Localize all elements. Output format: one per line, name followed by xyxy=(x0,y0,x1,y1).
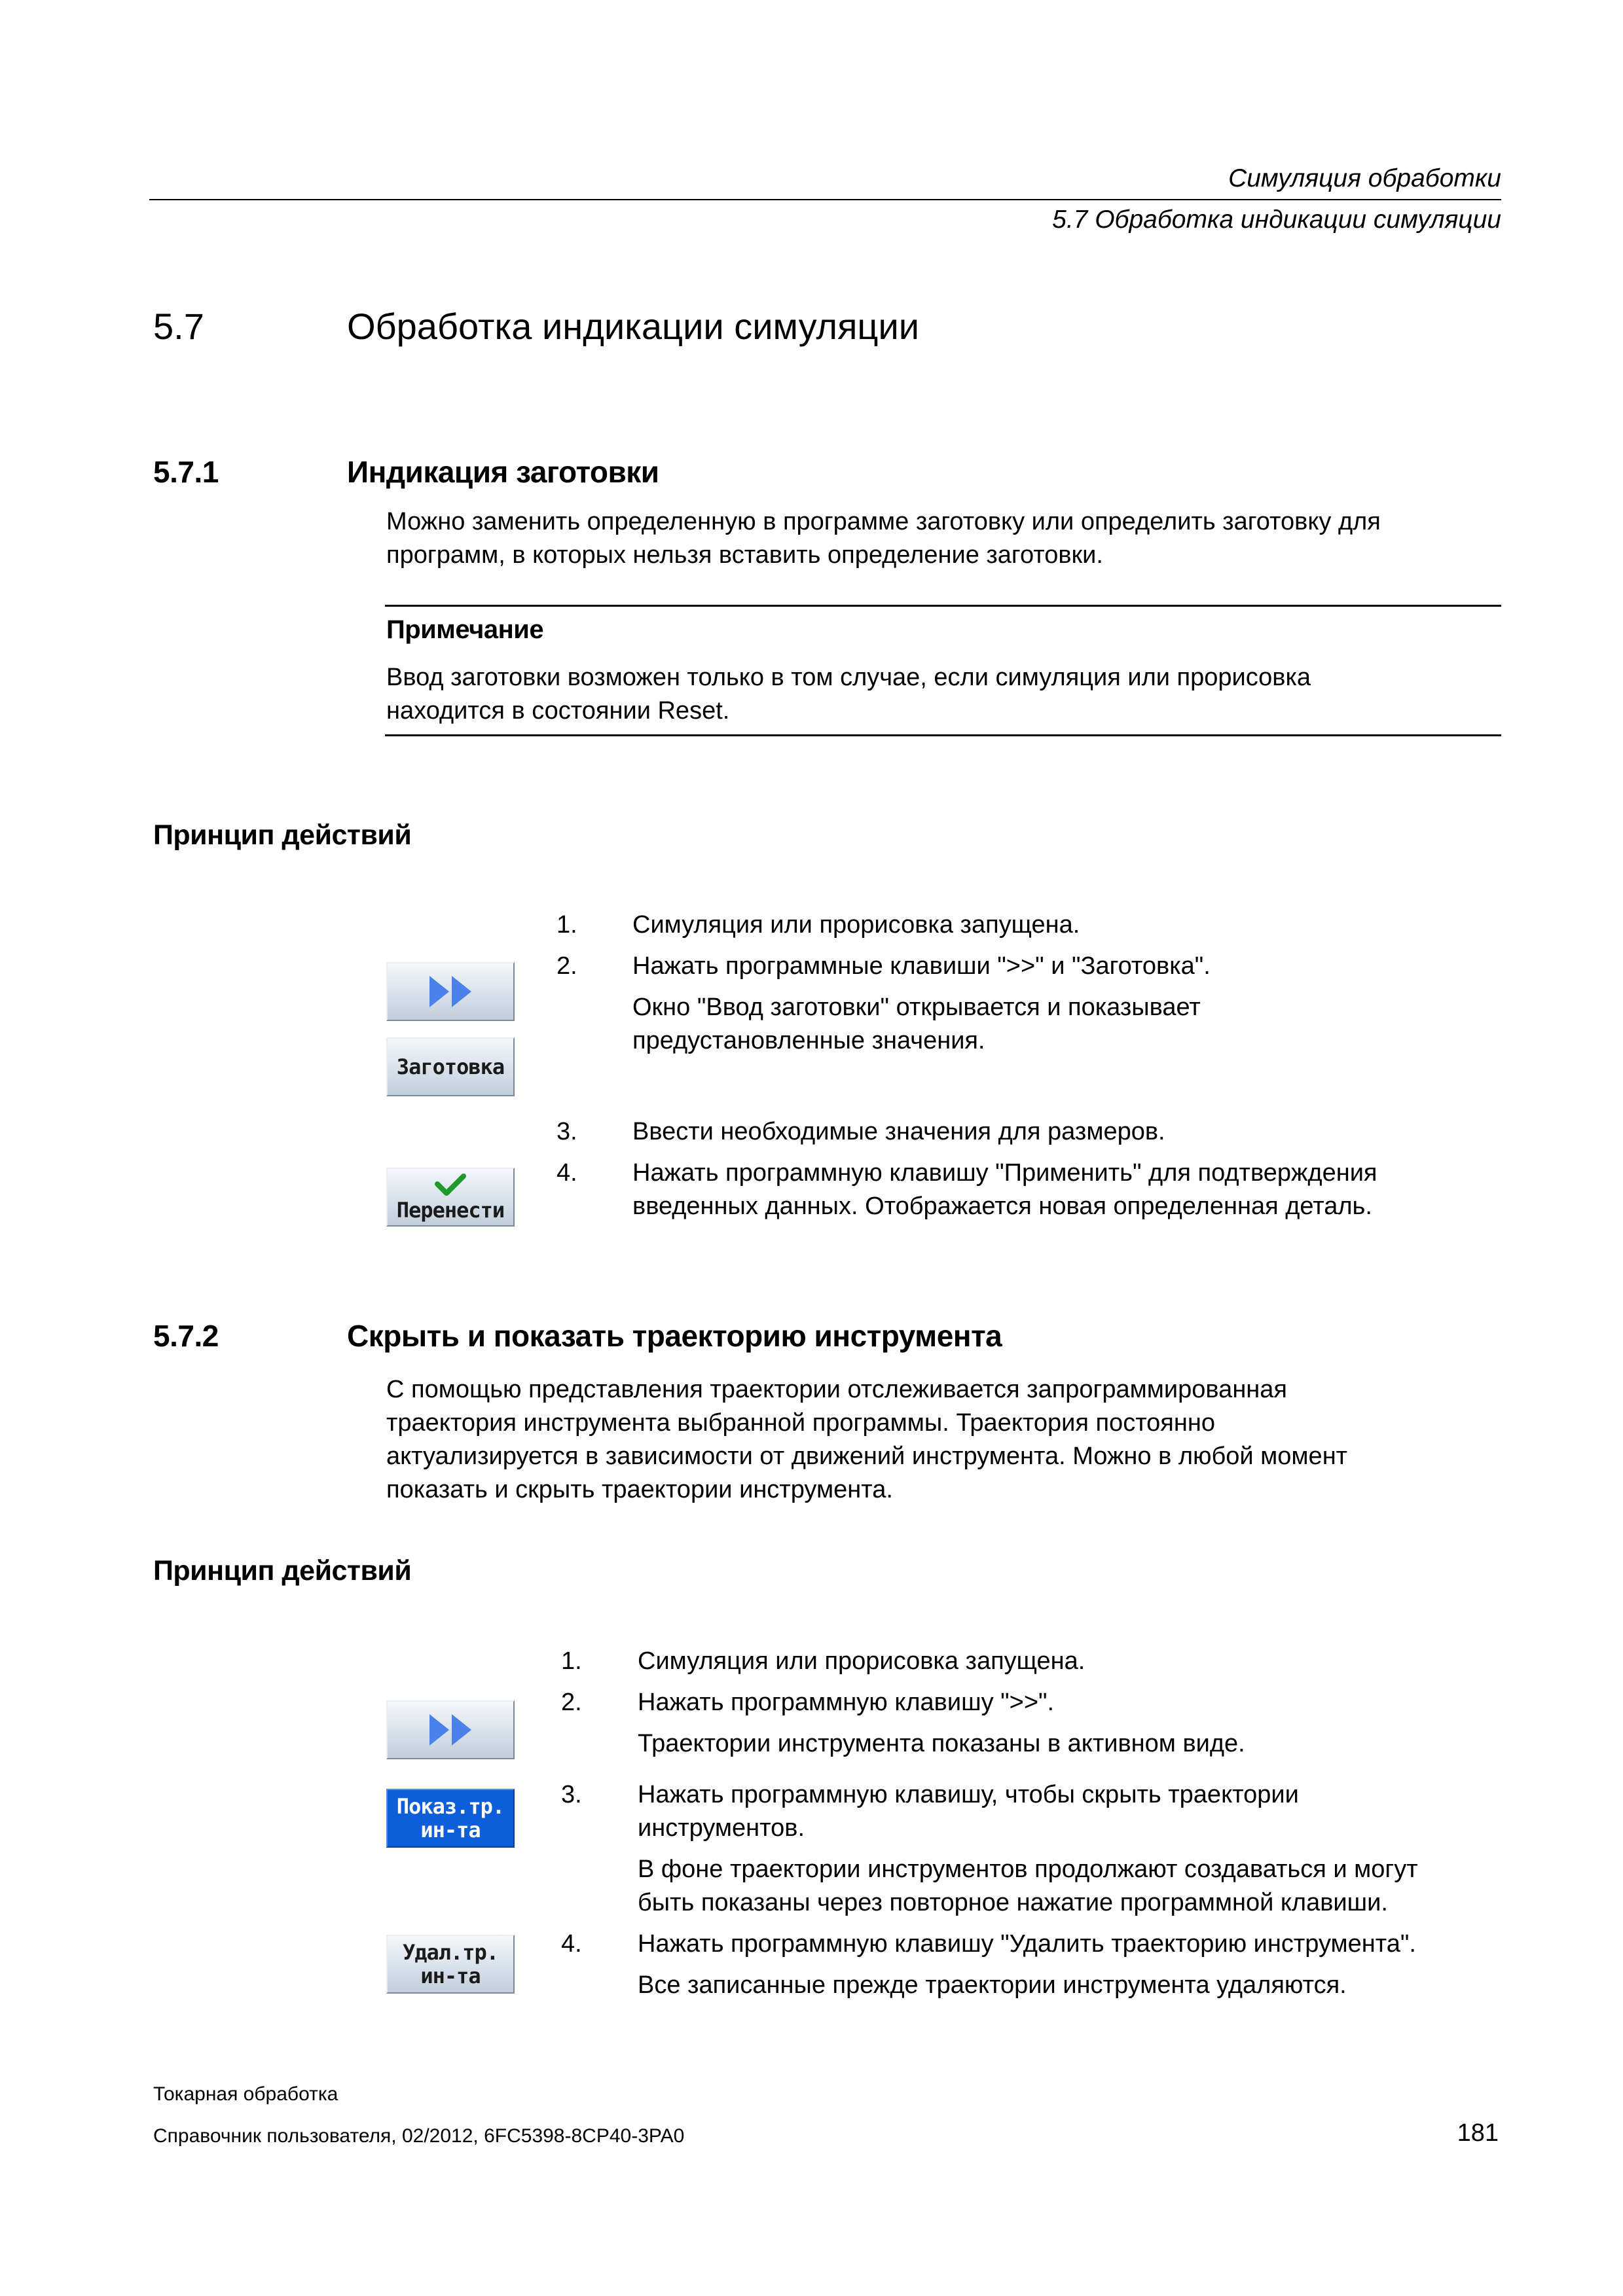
intro-line: С помощью представления траектории отслеживается запрограммированная xyxy=(386,1376,1287,1403)
subsection-number: 5.7.1 xyxy=(153,455,219,489)
delete-tool-path-softkey-button[interactable] xyxy=(386,1935,515,1994)
step-number: 3. xyxy=(556,1118,577,1145)
principle-heading: Принцип действий xyxy=(153,1555,412,1587)
section-number: 5.7 xyxy=(153,306,204,347)
step-number: 1. xyxy=(561,1647,582,1675)
intro-line: актуализируется в зависимости от движений инструмента. Можно в любой момент xyxy=(386,1443,1348,1470)
double-arrow-icon xyxy=(424,1710,477,1749)
softkey-label: ин-та xyxy=(420,1964,481,1988)
principle-heading: Принцип действий xyxy=(153,819,412,851)
note-title: Примечание xyxy=(386,615,544,644)
step-text: Ввести необходимые значения для размеров. xyxy=(632,1118,1165,1145)
step-text: Нажать программную клавишу "Применить" для подтверждения xyxy=(632,1159,1377,1187)
subsection-title: Индикация заготовки xyxy=(347,455,659,489)
show-tool-path-softkey-button[interactable] xyxy=(386,1789,515,1848)
step-text: инструментов. xyxy=(638,1814,805,1842)
step-result: предустановленные значения. xyxy=(632,1027,985,1054)
step-text: Нажать программную клавишу, чтобы скрыть траектории xyxy=(638,1781,1299,1808)
step-text: Нажать программную клавишу ">>". xyxy=(638,1689,1055,1716)
double-arrow-icon xyxy=(424,972,477,1011)
blank-softkey-button[interactable] xyxy=(386,1037,515,1096)
softkey-label: Показ.тр. xyxy=(396,1794,505,1819)
step-result: Все записанные прежде траектории инструмента удаляются. xyxy=(638,1971,1347,1999)
header-rule xyxy=(149,199,1501,200)
note-text-line: Ввод заготовки возможен только в том случае, если симуляция или прорисовка xyxy=(386,664,1311,691)
subsection-number: 5.7.2 xyxy=(153,1319,219,1353)
softkey-label: Удал.тр. xyxy=(402,1940,499,1965)
step-result: Траектории инструмента показаны в активном виде. xyxy=(638,1730,1245,1757)
intro-line: программ, в которых нельзя вставить определение заготовки. xyxy=(386,541,1103,569)
step-result: Окно "Ввод заготовки" открывается и показывает xyxy=(632,994,1201,1021)
softkey-label: ин-та xyxy=(420,1818,481,1842)
section-title: Обработка индикации симуляции xyxy=(347,306,920,347)
next-softkey-button[interactable] xyxy=(386,1700,515,1759)
step-number: 4. xyxy=(561,1930,582,1958)
step-text: Симуляция или прорисовка запущена. xyxy=(632,911,1080,939)
intro-line: показать и скрыть траектории инструмента. xyxy=(386,1476,893,1503)
step-number: 2. xyxy=(561,1689,582,1716)
step-text: Нажать программную клавишу "Удалить траекторию инструмента". xyxy=(638,1930,1416,1958)
softkey-label: Заготовка xyxy=(396,1054,505,1079)
step-text: Симуляция или прорисовка запущена. xyxy=(638,1647,1085,1675)
step-number: 1. xyxy=(556,911,577,939)
step-result: В фоне траектории инструментов продолжают создаваться и могут xyxy=(638,1856,1418,1883)
step-number: 4. xyxy=(556,1159,577,1187)
footer-doc-info: Справочник пользователя, 02/2012, 6FC5398-8CP40-3PA0 xyxy=(153,2125,685,2147)
softkey-label: Перенести xyxy=(396,1198,505,1223)
note-bottom-rule xyxy=(385,734,1501,736)
intro-line: Можно заменить определенную в программе заготовку или определить заготовку для xyxy=(386,508,1381,535)
checkmark-icon xyxy=(432,1172,469,1197)
step-text: Нажать программные клавиши ">>" и "Заготовка". xyxy=(632,952,1211,980)
intro-line: траектория инструмента выбранной программы. Траектория постоянно xyxy=(386,1409,1215,1437)
footer-title: Токарная обработка xyxy=(153,2083,338,2105)
step-number: 2. xyxy=(556,952,577,980)
note-text-line: находится в состоянии Reset. xyxy=(386,697,730,725)
step-number: 3. xyxy=(561,1781,582,1808)
step-result: быть показаны через повторное нажатие программной клавиши. xyxy=(638,1889,1388,1916)
page-number: 181 xyxy=(1457,2119,1499,2147)
running-header-section: 5.7 Обработка индикации симуляции xyxy=(1052,206,1501,234)
apply-softkey-button[interactable] xyxy=(386,1168,515,1227)
step-text: введенных данных. Отображается новая определенная деталь. xyxy=(632,1193,1372,1220)
next-softkey-button[interactable] xyxy=(386,962,515,1021)
note-top-rule xyxy=(385,605,1501,607)
running-header-chapter: Симуляция обработки xyxy=(1228,164,1501,192)
subsection-title: Скрыть и показать траекторию инструмента xyxy=(347,1319,1002,1353)
